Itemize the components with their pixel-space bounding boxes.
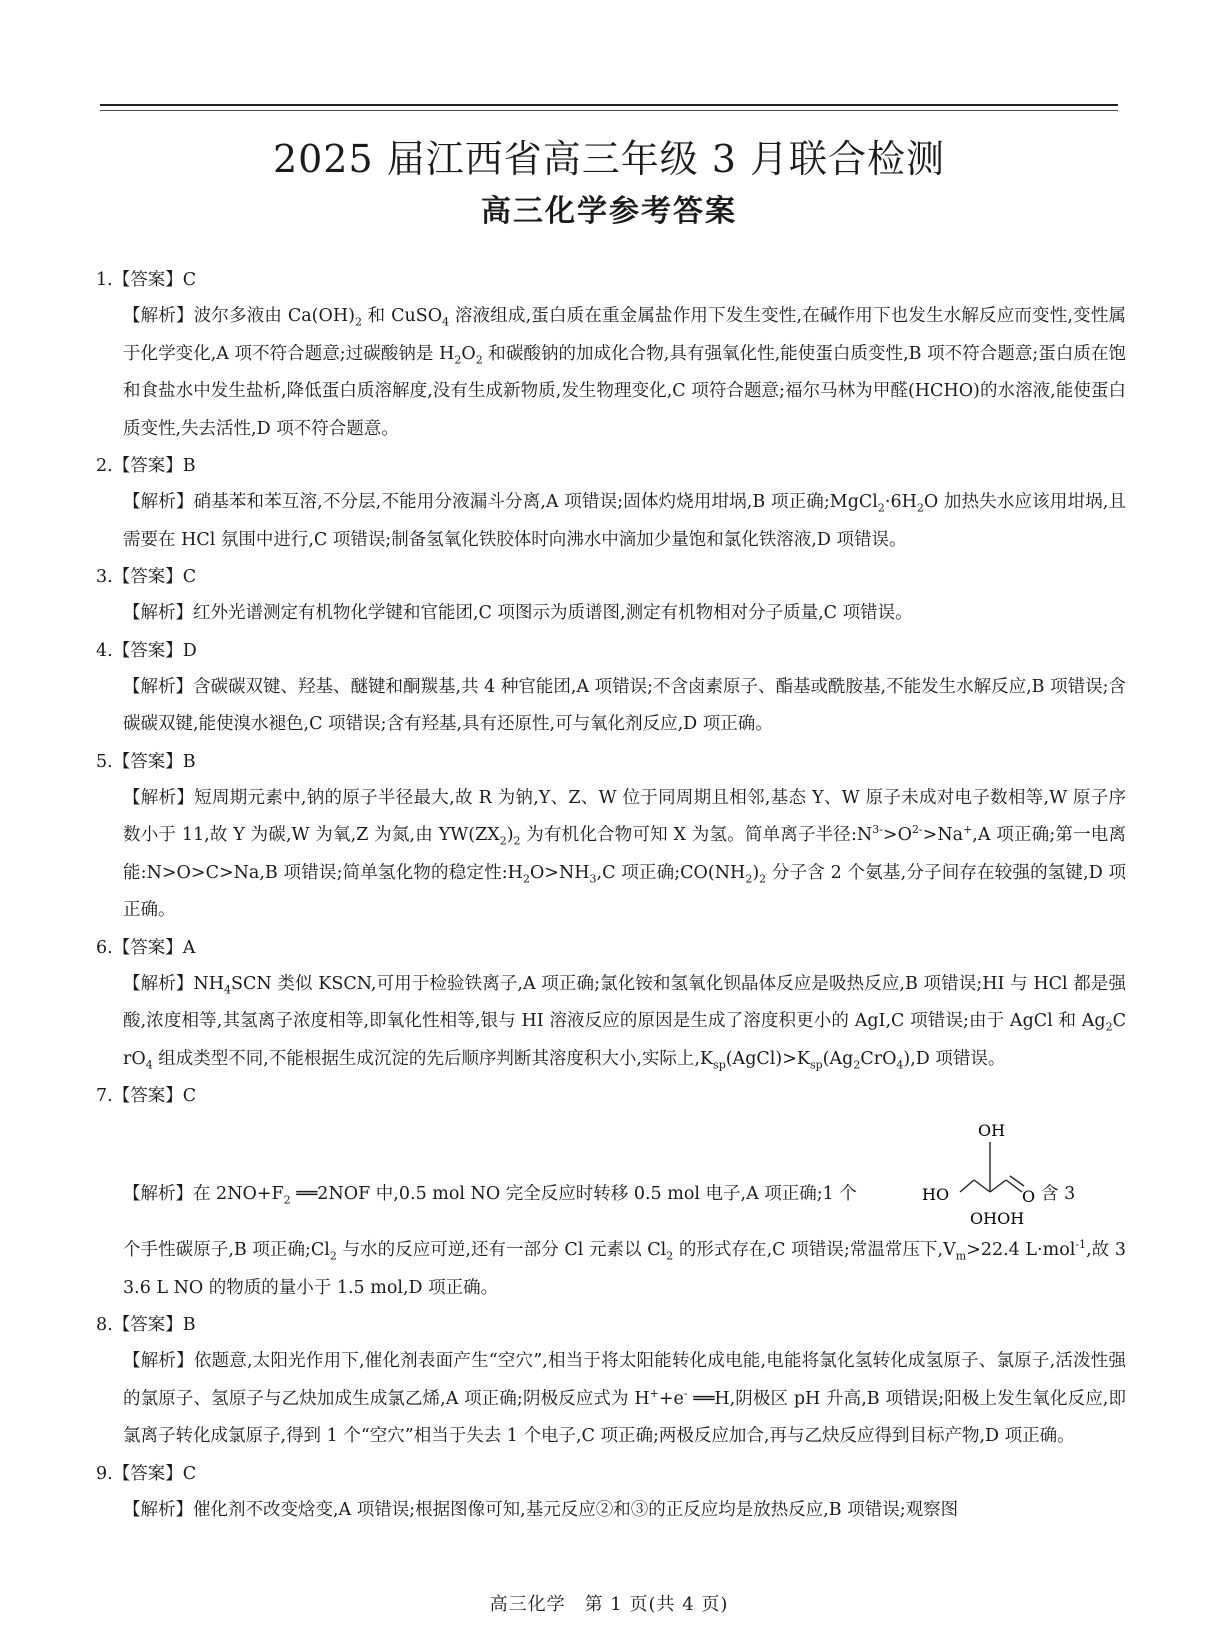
answer-item <box>96 744 1126 930</box>
text-run: +e <box>658 1388 684 1409</box>
bond <box>974 1180 990 1192</box>
subscript: 2 <box>354 315 362 329</box>
answer-label: 7.【答案】C <box>96 1086 197 1106</box>
text-run: 【解析】硝基苯和苯互溶,不分层,不能用分液漏斗分离,A 项错误;固体灼烧用坩埚,B 项正确;MgCl <box>123 492 878 512</box>
explanation-text <box>96 484 1126 559</box>
subscript: 4 <box>442 315 450 329</box>
subscript: 2 <box>475 353 483 366</box>
superscript: 2- <box>911 823 923 837</box>
atom-label-left: HO <box>922 1185 950 1204</box>
atom-label-right: O <box>1022 1187 1036 1206</box>
subscript: 2 <box>666 1249 674 1263</box>
text-run: 【解析】依题意,太阳光作用下,催化剂表面产生“空穴”,相当于将太阳能转化成电能,电能将氯化氢转化成氢原子、氯原子,活泼性强的氯原子、氢原子与乙炔加成生成氯乙烯,A 项正确;阴极反应式为 H <box>123 1351 1126 1409</box>
answer-item <box>96 1078 1126 1307</box>
subscript: 2 <box>522 872 530 885</box>
subscript: 2 <box>853 1058 861 1071</box>
subscript: 2 <box>283 1193 291 1207</box>
bond <box>960 1180 974 1192</box>
superscript: 3- <box>872 823 883 837</box>
subscript: 4 <box>224 983 232 996</box>
page-subtitle: 高三化学参考答案 <box>481 194 737 229</box>
superscript: + <box>963 823 973 837</box>
text-run: 【解析】红外光谱测定有机物化学键和官能团,C 项图示为质谱图,测定有机物相对分子质量,C 项错误。 <box>123 603 913 623</box>
text-run: 个手性碳原子,B 项正确;Cl <box>123 1240 330 1260</box>
answer-label: 2.【答案】B <box>96 456 196 476</box>
atom-label-bottom: OHOH <box>970 1209 1025 1228</box>
explanation-text <box>96 595 1126 633</box>
text-run: >Na <box>922 825 964 845</box>
text-run: 【解析】波尔多液由 Ca(OH) <box>123 306 355 326</box>
text-run: 【解析】含碳碳双键、羟基、醚键和酮羰基,共 4 种官能团,A 项错误;不含卤素原子、酯基或酰胺基,不能发生水解反应,B 项错误;含碳碳双键,能使溴水褪色,C 项错误;含有羟基,具有还原性,可与氧化剂反应,D 项正确。 <box>123 676 1126 734</box>
answer-label: 6.【答案】A <box>96 937 196 958</box>
subscript: 4 <box>145 1058 153 1071</box>
text-run: SCN 类似 KSCN,可用于检验铁离子,A 项正确;氯化铵和氢氧化钡晶体反应是吸热反应,B 项错误;HI 与 HCl 都是强酸,浓度相等,其氢离子浓度相等,即氧化性相等,银与 HI 溶液反应的原因是生成了溶度积更小的 AgI,C 项错误;由于 AgCl 和 Ag <box>123 973 1126 1031</box>
subscript: 2 <box>329 1249 337 1263</box>
text-run: CrO <box>123 1011 1126 1069</box>
subscript: 2 <box>454 353 462 366</box>
answer-item <box>96 1307 1126 1456</box>
subscript: 2 <box>513 834 521 848</box>
bond <box>1006 1180 1022 1192</box>
explanation-text <box>96 669 1126 744</box>
top-rule-thin <box>100 110 1118 111</box>
explanation-text <box>96 966 1126 1079</box>
text-run: ),D 项错误。 <box>903 1048 1006 1069</box>
answer-label: 4.【答案】D <box>96 640 197 661</box>
subscript: sp <box>809 1058 823 1071</box>
text-run: 和碳酸钠的加成化合物,具有强氧化性,能使蛋白质变性,B 项不符合题意;蛋白质在饱和食盐水中发生盐析,降低蛋白质溶解度,没有生成新物质,发生物理变化,C 项符合题意;福尔马林为甲醛(HCHO)的水溶液,能使蛋白质变性,失去活性,D 项不符合题意。 <box>123 343 1126 439</box>
subscript: 2 <box>745 872 753 885</box>
superscript: + <box>649 1386 659 1400</box>
explanation-text <box>96 1492 1126 1530</box>
superscript: - <box>683 1386 688 1400</box>
text-run: ══H,阴极区 pH 升高,B 项错误;阳极上发生氧化反应,即氯离子转化成氯原子,得到 1 个“空穴”相当于失去 1 个电子,C 项正确;两极反应加合,再与乙炔反应得到目标产物,D 项正确。 <box>123 1388 1126 1446</box>
answer-item <box>96 559 1126 633</box>
explanation-inline-tail: 含 3 <box>1041 1184 1076 1204</box>
text-run: 组成类型不同,不能根据生成沉淀的先后顺序判断其溶度积大小,实际上,K <box>152 1048 714 1069</box>
subscript: 4 <box>896 1058 904 1071</box>
text-run: >O <box>882 825 912 845</box>
text-run: CrO <box>860 1048 897 1069</box>
text-run: O>NH <box>529 862 590 883</box>
molecule-structure <box>922 1114 1036 1232</box>
subscript: 2 <box>759 872 767 885</box>
top-rule <box>100 104 1118 106</box>
text-run: 【解析】NH <box>123 973 225 994</box>
text-run: 溶液组成,蛋白质在重金属盐作用下发生变性,在碱作用下也发生水解反应而变性,变性属于化学变化,A 项不符合题意;过碳酸钠是 H <box>123 306 1127 364</box>
text-run: 【解析】短周期元素中,钠的原子半径最大,故 R 为钠,Y、Z、W 位于同周期且相邻,基态 Y、W 原子未成对电子数相等,W 原子序数小于 11,故 Y 为碳,W 为氧,Z 为氮,由 YW(ZX <box>123 787 1126 845</box>
text-run: 为有机化合物可知 X 为氢。简单离子半径:N <box>520 825 873 845</box>
text-run: 分子含 2 个氨基,分子间存在较强的氢键,D 项正确。 <box>123 862 1126 920</box>
text-run: (Ag <box>822 1048 854 1069</box>
explanation-text <box>96 1343 1126 1456</box>
subscript: m <box>955 1249 967 1263</box>
answer-label: 3.【答案】C <box>96 567 197 587</box>
answer-list <box>96 262 1126 1529</box>
text-run: ══2NOF 中,0.5 mol NO 完全反应时转移 0.5 mol 电子,A 项正确;1 个 <box>290 1184 857 1204</box>
text-run: ) <box>506 825 514 845</box>
subscript: 2 <box>877 501 885 515</box>
answer-item <box>96 448 1126 559</box>
page-title: 2025 届江西省高三年级 3 月联合检测 <box>272 137 946 181</box>
atom-label-top: OH <box>978 1121 1006 1140</box>
text-run: 和 CuSO <box>361 306 443 326</box>
subscript: 2 <box>1105 1020 1113 1034</box>
answer-label: 1.【答案】C <box>96 270 197 290</box>
superscript: -1 <box>1075 1238 1087 1252</box>
subscript: 3 <box>589 872 597 885</box>
explanation-with-structure <box>96 1114 1126 1232</box>
text-run: ·6H <box>884 492 917 512</box>
text-run: 【解析】在 2NO+F <box>123 1184 284 1204</box>
answer-label: 8.【答案】B <box>96 1315 196 1335</box>
text-run: 的形式存在,C 项错误;常温常压下,V <box>673 1240 956 1260</box>
explanation-text <box>123 1176 857 1214</box>
text-run: (AgCl)>K <box>725 1048 810 1069</box>
answer-item <box>96 1456 1126 1530</box>
explanation-text <box>96 298 1126 448</box>
text-run: >22.4 L·mol <box>966 1240 1076 1260</box>
answer-label: 9.【答案】C <box>96 1463 197 1484</box>
text-run: ,C 项正确;CO(NH <box>596 862 746 883</box>
text-run: 【解析】催化剂不改变焓变,A 项错误;根据图像可知,基元反应②和③的正反应均是放热反应,B 项错误;观察图 <box>123 1499 959 1520</box>
text-run: O 加热失水应该用坩埚,且需要在 HCl 氛围中进行,C 项错误;制备氢氧化铁胶体时向沸水中滴加少量饱和氯化铁溶液,D 项错误。 <box>123 492 1126 550</box>
subscript: 2 <box>499 834 507 848</box>
text-run: ,A 项正确;第一电离能:N>O>C>Na,B 项错误;简单氢化物的稳定性:H <box>123 825 1126 883</box>
explanation-text <box>96 1232 1126 1307</box>
explanation-text <box>96 780 1126 930</box>
subscript: sp <box>713 1058 726 1071</box>
bond <box>990 1180 1006 1192</box>
text-run: ,故 33.6 L NO 的物质的量小于 1.5 mol,D 项正确。 <box>123 1240 1126 1298</box>
text-run: 与水的反应可逆,还有一部分 Cl 元素以 Cl <box>336 1240 667 1260</box>
answer-item <box>96 930 1126 1079</box>
text-run: ) <box>752 862 760 883</box>
answer-item <box>96 633 1126 744</box>
subscript: 2 <box>916 501 924 515</box>
answer-label: 5.【答案】B <box>96 751 196 772</box>
answer-item <box>96 262 1126 448</box>
page-footer: 高三化学 第 1 页(共 4 页) <box>489 1594 729 1615</box>
text-run: O <box>461 343 476 364</box>
